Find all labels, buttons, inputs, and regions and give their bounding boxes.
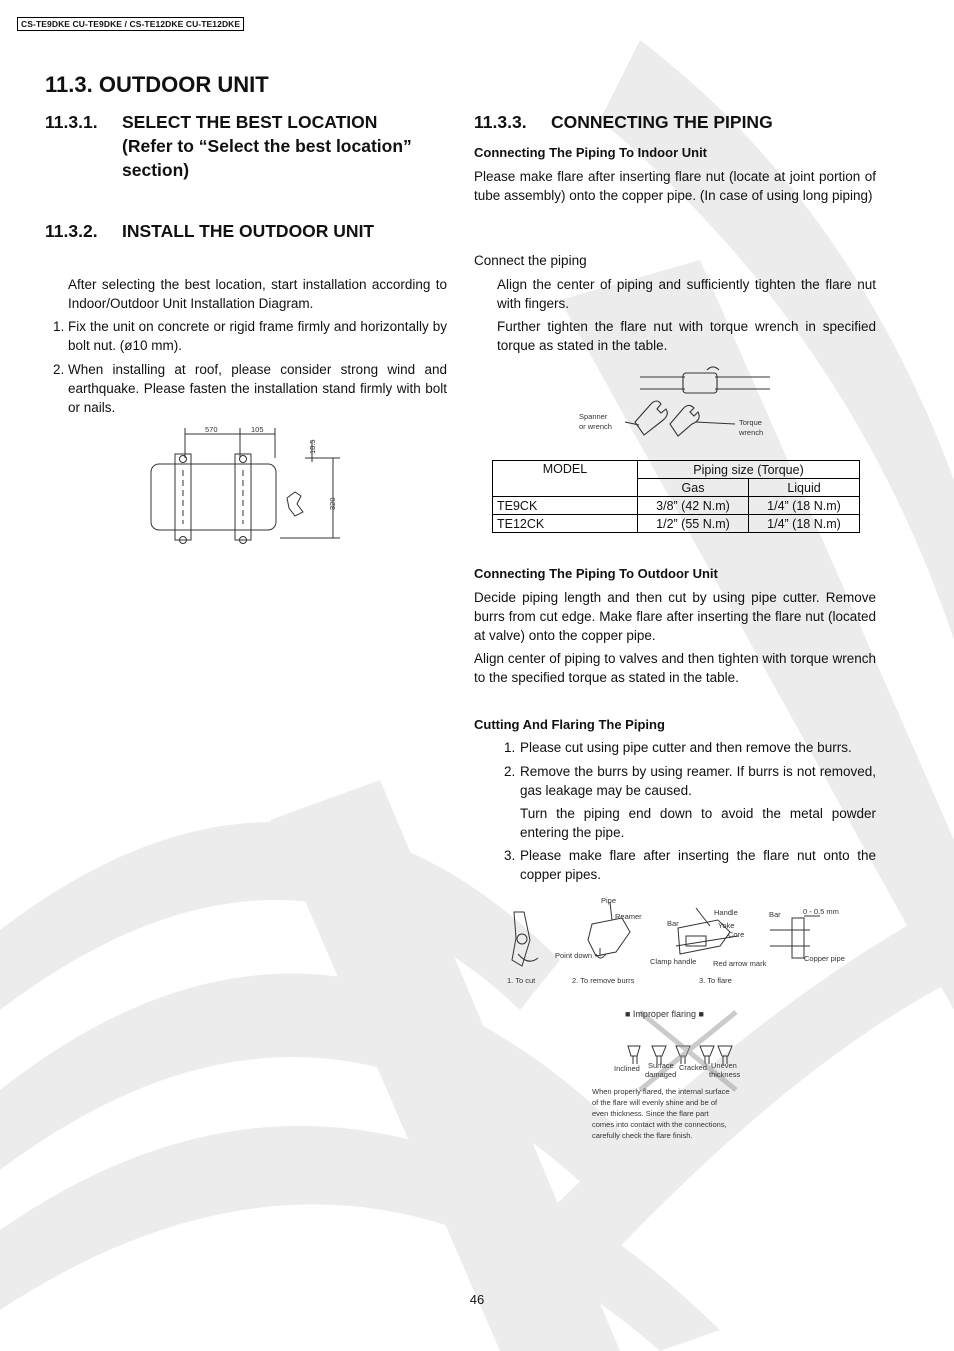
svg-text:3. To flare: 3. To flare (699, 976, 732, 985)
svg-text:Red arrow mark: Red arrow mark (713, 959, 767, 968)
svg-text:Reamer: Reamer (615, 912, 642, 921)
outdoor-piping-heading: Connecting The Piping To Outdoor Unit (474, 566, 718, 581)
svg-text:Pipe: Pipe (601, 896, 617, 905)
svg-text:Core: Core (728, 930, 745, 939)
dim-label-b: 105 (251, 425, 264, 434)
table-row: TE9CK 3/8” (42 N.m) 1/4” (18 N.m) (493, 497, 860, 515)
svg-text:thickness: thickness (709, 1070, 741, 1079)
cutting-flaring-heading: Cutting And Flaring The Piping (474, 717, 665, 732)
svg-text:carefully check the flare fini: carefully check the flare finish. (592, 1131, 693, 1140)
subsection-install-outdoor: 11.3.2. INSTALL THE OUTDOOR UNIT (45, 221, 375, 241)
svg-text:Uneven: Uneven (711, 1061, 737, 1070)
svg-text:Bar: Bar (769, 910, 781, 919)
svg-text:comes into contact with the co: comes into contact with the connections, (592, 1120, 727, 1129)
dim-label-a: 570 (205, 425, 218, 434)
svg-text:wrench: wrench (739, 428, 764, 437)
svg-text:Bar: Bar (667, 919, 679, 928)
dim-label-c: 18.5 (308, 439, 317, 454)
install-intro: After selecting the best location, start installation according to Indoor/Outdoor Unit Installation Diagram. (68, 277, 447, 311)
svg-text:damaged: damaged (645, 1070, 677, 1079)
svg-text:0 - 0.5 mm: 0 - 0.5 mm (803, 907, 839, 916)
subsection-select-location: 11.3.1. SELECT THE BEST LOCATION (Refer to “Select the best location” section) (45, 112, 412, 180)
outdoor-piping-text-1: Decide piping length and then cut by using pipe cutter. Remove burrs from cut edge. Make flare after inserting the flare nut (located at valve) onto the copper pipe. (474, 590, 876, 643)
page-number: 46 (469, 1292, 485, 1307)
outdoor-unit-mounting-diagram (145, 420, 350, 550)
indoor-piping-text: Please make flare after inserting flare nut (locate at joint portion of tube assembly) onto the copper pipe. (In case of using long piping) (474, 169, 876, 203)
document-model-header: CS-TE9DKE CU-TE9DKE / CS-TE12DKE CU-TE12DKE (17, 17, 244, 31)
outdoor-piping-text-2: Align center of piping to valves and then tighten with torque wrench to the specified torque as stated in the table. (474, 651, 876, 685)
svg-text:or wrench: or wrench (579, 422, 612, 431)
piping-torque-table (492, 460, 860, 533)
svg-text:Cracked: Cracked (679, 1063, 707, 1072)
svg-text:Copper pipe: Copper pipe (804, 954, 845, 963)
svg-text:Surface: Surface (648, 1061, 674, 1070)
cutting-step-1: 1. Please cut using pipe cutter and then remove the burrs. (504, 740, 852, 755)
connect-step-torque: Further tighten the flare nut with torque wrench in specified torque as stated in the table. (497, 319, 876, 353)
cutting-step-2: 2. Remove the burrs by using reamer. If burrs is not removed, gas leakage may be caused. (504, 764, 876, 798)
svg-text:Yoke: Yoke (718, 921, 735, 930)
svg-text:■ Improper flaring ■: ■ Improper flaring ■ (625, 1009, 704, 1019)
svg-text:Clamp handle: Clamp handle (650, 957, 697, 966)
dim-label-d: 320 (328, 497, 337, 510)
svg-text:Handle: Handle (714, 908, 738, 917)
svg-text:Torque: Torque (739, 418, 762, 427)
section-title: 11.3. OUTDOOR UNIT (45, 72, 269, 97)
subsection-connecting-piping: 11.3.3. CONNECTING THE PIPING (474, 112, 773, 132)
connect-step-align: Align the center of piping and sufficiently tighten the flare nut with fingers. (497, 277, 876, 311)
table-header-gas: Gas (638, 479, 749, 497)
svg-text:of the flare will evenly shine: of the flare will evenly shine and be of (592, 1098, 718, 1107)
table-row: TE12CK 1/2” (55 N.m) 1/4” (18 N.m) (493, 515, 860, 533)
svg-text:even thickness. Since the flar: even thickness. Since the flare part (592, 1109, 709, 1118)
svg-text:When properly flared, the inte: When properly flared, the internal surface (592, 1087, 730, 1096)
connect-piping-label: Connect the piping (474, 253, 587, 268)
table-header-model: MODEL (493, 461, 638, 497)
cutting-step-3: 3. Please make flare after inserting the flare nut onto the copper pipes. (504, 848, 876, 882)
svg-text:1. To cut: 1. To cut (507, 976, 536, 985)
cutting-flaring-figure (500, 894, 860, 1144)
table-header-piping: Piping size (Torque) (638, 461, 860, 479)
torque-wrench-figure (575, 362, 775, 444)
svg-text:Inclined: Inclined (614, 1064, 640, 1073)
svg-text:Spanner: Spanner (579, 412, 608, 421)
table-header-liquid: Liquid (749, 479, 860, 497)
svg-text:2. To remove burrs: 2. To remove burrs (572, 976, 635, 985)
install-step-2: 2. When installing at roof, please consider strong wind and earthquake. Please fasten the installation stand firmly with bolt or nails. (53, 362, 447, 415)
cutting-step-2-note: Turn the piping end down to avoid the metal powder entering the pipe. (520, 806, 876, 840)
svg-text:Point down: Point down (555, 951, 593, 960)
install-step-1: 1. Fix the unit on concrete or rigid frame firmly and horizontally by bolt nut. (ø10 mm). (53, 319, 447, 353)
indoor-piping-heading: Connecting The Piping To Indoor Unit (474, 145, 708, 160)
